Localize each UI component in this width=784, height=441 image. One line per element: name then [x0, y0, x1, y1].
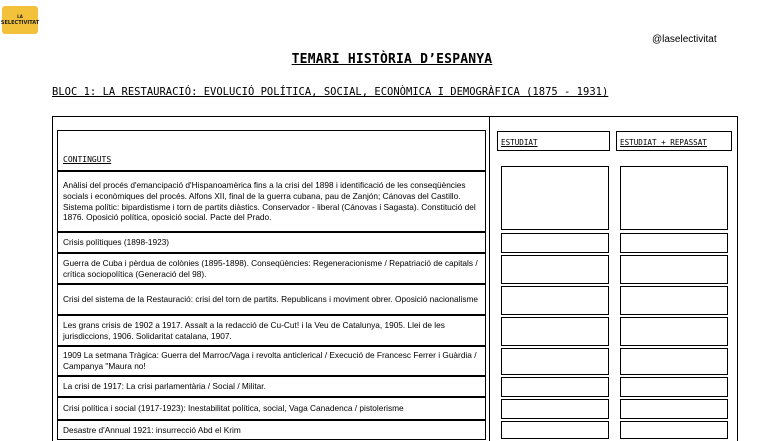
row-text: Crisi del sistema de la Restauració: crisi del torn de partits. Republicans i moviment obrer. Oposició nacionalisme	[63, 294, 479, 305]
reviewed-checkbox[interactable]	[620, 286, 728, 315]
table-row	[57, 346, 486, 376]
social-handle: @laselectivitat	[652, 34, 717, 45]
row-text: Crisi política i social (1917-1923): Inestabilitat política, social, Vaga Canadenca / pistolerisme	[63, 403, 404, 414]
table-row	[57, 315, 486, 346]
reviewed-checkbox[interactable]	[620, 317, 728, 346]
selectivitat-logo	[2, 6, 38, 34]
reviewed-checkbox[interactable]	[620, 255, 728, 284]
contents-header-label: CONTINGUTS	[63, 155, 112, 165]
table-row	[57, 232, 486, 253]
table-row	[57, 284, 486, 315]
reviewed-checkbox[interactable]	[620, 233, 728, 253]
row-text: La crisi de 1917: La crisi parlamentària / Social / Militar.	[63, 381, 266, 392]
studied-reviewed-header: ESTUDIAT + REPASSAT	[616, 131, 732, 151]
table-row	[57, 397, 486, 420]
reviewed-checkbox[interactable]	[620, 421, 728, 439]
logo-line-2: SELECTIVITAT	[0, 20, 40, 26]
row-text: Les grans crisis de 1902 a 1917. Assalt a la redacció de Cu-Cut! i la Veu de Catalunya, 1905. Llei de les jurisdiccions, 1906. Solidaritat catalana, 1907.	[63, 319, 445, 341]
row-text: 1909 La setmana Tràgica: Guerra del Marroc/Vaga i revolta anticlerical / Execució de Francesc Ferrer i Guàrdia / Campanya "Maura no!	[63, 350, 477, 371]
studied-checkbox[interactable]	[501, 317, 609, 346]
studied-checkbox[interactable]	[501, 377, 609, 397]
table-row	[57, 420, 486, 440]
studied-checkbox[interactable]	[501, 399, 609, 419]
row-text: Guerra de Cuba i pèrdua de colònies (1895-1898). Conseqüències: Regeneracionisme / Repatriació de capitals / crítica sociopolítica (Generació del 98).	[63, 257, 478, 279]
reviewed-checkbox[interactable]	[620, 348, 728, 375]
row-text: Anàlisi del procés d'emancipació d'Hispanoamèrica fins a la crisi del 1898 i identificació de les conseqüències socials i econòmiques del procés. Alfons XII, final de la guerra cubana, pau de Zanjón; Cánovas del Castillo. Sistema polític: bipardistisme i torn de partits diàstics. Conservador - liberal (Cánovas i Sagasta). Constitució del 1876. Oposició política, oposició social. Pacte del Prado.	[63, 180, 476, 223]
reviewed-checkbox[interactable]	[620, 377, 728, 397]
studied-checkbox[interactable]	[501, 233, 609, 253]
table-row	[57, 171, 486, 232]
studied-checkbox[interactable]	[501, 255, 609, 284]
studied-checkbox[interactable]	[501, 421, 609, 439]
reviewed-checkbox[interactable]	[620, 166, 728, 230]
page-title: TEMARI HISTÒRIA D’ESPANYA	[291, 52, 493, 67]
table-row	[57, 253, 486, 284]
table-row	[57, 376, 486, 397]
studied-checkbox[interactable]	[501, 166, 609, 230]
row-text: Desastre d'Annual 1921: insurrecció Abd el Krim	[63, 424, 241, 435]
studied-checkbox[interactable]	[501, 348, 609, 375]
contents-header	[57, 130, 486, 171]
row-text: Crisis polítiques (1898-1923)	[63, 237, 170, 248]
reviewed-checkbox[interactable]	[620, 399, 728, 419]
table-divider	[489, 116, 490, 441]
logo-line-1: LA	[17, 14, 23, 19]
studied-checkbox[interactable]	[501, 286, 609, 315]
bloc-title: BLOC 1: LA RESTAURACIÓ: EVOLUCIÓ POLÍTICA, SOCIAL, ECONÒMICA I DEMOGRÀFICA (1875 - 1931)	[52, 86, 609, 98]
studied-header: ESTUDIAT	[497, 131, 610, 151]
